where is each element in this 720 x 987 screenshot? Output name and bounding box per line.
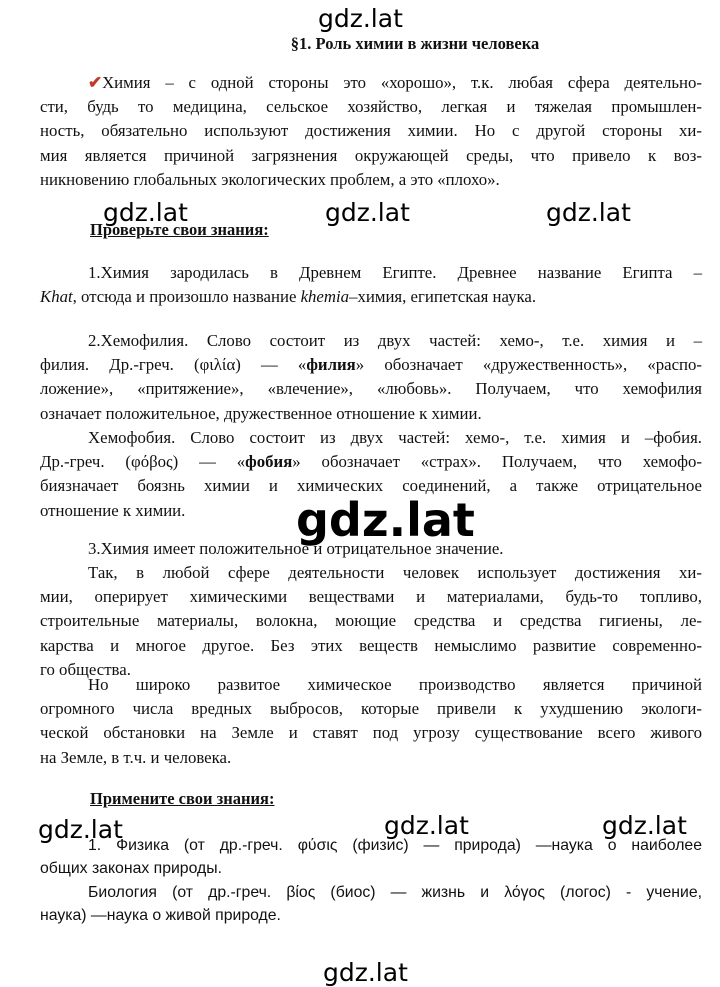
watermark-top: gdz.lat [318, 4, 403, 33]
intro-line-5: никновению глобальных экологических проблем, а это «плохо». [40, 169, 500, 189]
answer-3b-line-3: строительные материалы, волокна, моющие средства и средства гигиены, ле- [40, 611, 702, 631]
intro-line-2: сти, будь то медицина, сельское хозяйство, легкая и тяжелая промышлен- [40, 97, 702, 117]
answer-2-hemophobia [40, 426, 702, 523]
answer-2b-line-4: отношение к химии. [40, 500, 186, 520]
answer-3b-line-5: го общества. [40, 659, 131, 679]
section-header-check: Проверьте свои знания: [90, 220, 269, 239]
answer-1-line-2: Khat, отсюда и произошло название khemia–химия, египетская наука. [40, 287, 537, 307]
intro-line-1: ✔Химия – с одной стороны это «хорошо», т.к. любая сфера деятельно- [88, 73, 702, 92]
answer-1-line-1: 1.Химия зародилась в Древнем Египте. Древнее название Египта – [88, 263, 702, 282]
answer-2-hemophilia [40, 329, 702, 426]
answer-3-line-1: 3.Химия имеет положительное и отрицательное значение. [88, 539, 504, 558]
apply2-line-2: наука) —наука о живой природе. [40, 907, 281, 924]
answer-2b-line-3: биязначает боязнь химии и химических соединений, а также отрицательное [40, 476, 702, 496]
page-title: §1. Роль химии в жизни человека [290, 34, 540, 53]
answer-3c-line-1: Но широко развитое химическое производство является причиной [88, 675, 702, 694]
apply2-line-1: Биология (от др.-греч. βίος (биос) — жизнь и λόγος (логос) - учение, [88, 884, 702, 901]
answer-2a-line-3: ложение», «притяжение», «влечение», «любовь». Получаем, что хемофилия [40, 379, 702, 399]
answer-3 [40, 537, 702, 561]
watermark-row1-mid: gdz.lat [325, 198, 410, 227]
answer-2a-line-4: означает положительное, дружественное отношение к химии. [40, 403, 482, 423]
answer-3-negative [40, 673, 702, 770]
intro-line-4: мия является причиной загрязнения окружающей среды, что привело к воз- [40, 145, 702, 165]
watermark-row2-mid: gdz.lat [384, 811, 469, 840]
watermark-row1-right: gdz.lat [546, 198, 631, 227]
apply-line-2: общих законах природы. [40, 860, 222, 877]
apply-answer-biology [40, 881, 702, 927]
apply-line-1: 1. Физика (от др.-греч. φύσις (физис) — природа) —наука о наиболее [88, 837, 702, 854]
watermark-row2-right: gdz.lat [602, 811, 687, 840]
answer-2b-line-2: Др.-греч. (φόβος) — «фобия» обозначает «страх». Получаем, что хемофо- [40, 452, 702, 472]
answer-2a-line-2: филия. Др.-греч. (φιλία) — «филия» обозначает «дружественность», «распо- [40, 355, 702, 375]
watermark-bottom: gdz.lat [323, 958, 408, 987]
intro-paragraph [40, 71, 702, 192]
section-header-apply: Примените свои знания: [90, 789, 275, 808]
apply-answer-physics [40, 834, 702, 880]
answer-2a-line-1: 2.Хемофилия. Слово состоит из двух частей: хемо-, т.е. химия и – [88, 331, 702, 350]
answer-3c-line-2: огромного числа вредных выбросов, которые привели к ухудшению экологи- [40, 699, 702, 719]
intro-line-3: ность, обязательно используют достижения химии. Но с другой стороны хи- [40, 121, 702, 141]
check-mark-icon: ✔ [88, 73, 103, 92]
answer-3b-line-4: карства и многое другое. Без этих веществ немыслимо развитие современно- [40, 635, 702, 655]
answer-3-positive [40, 561, 702, 682]
watermark-row1-left: gdz.lat [103, 198, 188, 227]
answer-3c-line-3: ческой обстановки на Земле и ставят под угрозу существование всего живого [40, 723, 702, 743]
answer-1 [40, 261, 702, 309]
answer-2b-line-1: Хемофобия. Слово состоит из двух частей: хемо-, т.е. химия и –фобия. [88, 428, 702, 447]
answer-3b-line-2: мии, оперирует химическими веществами и материалами, будь-то топливо, [40, 587, 702, 607]
watermark-row2-left: gdz.lat [38, 815, 123, 844]
answer-3c-line-4: на Земле, в т.ч. и человека. [40, 747, 232, 767]
answer-3b-line-1: Так, в любой сфере деятельности человек использует достижения хи- [88, 563, 702, 582]
watermark-center: gdz.lat [296, 493, 475, 547]
